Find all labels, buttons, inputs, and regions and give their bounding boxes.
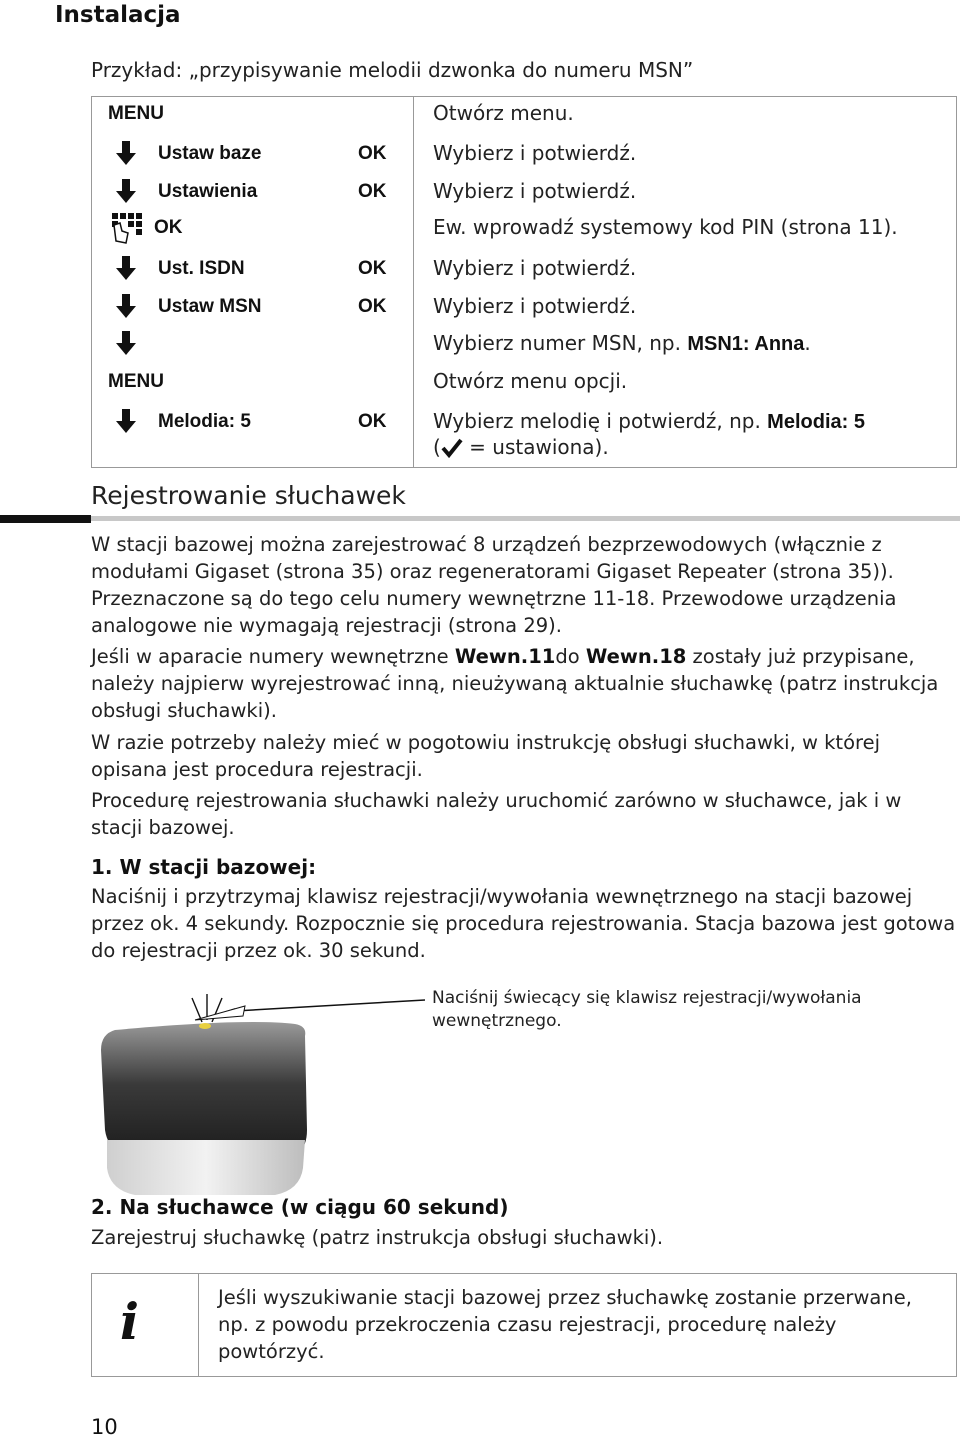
- menu-item-key: Ustaw MSN: [158, 296, 262, 317]
- figure-caption: Naciśnij świecący się klawisz rejestracji/wywołania wewnętrznego.: [432, 988, 862, 1031]
- table-row: [92, 137, 956, 173]
- step-description: Wybierz melodię i potwierdź, np. Melodia: 5: [433, 409, 865, 433]
- step-description: Wybierz i potwierdź.: [433, 141, 637, 165]
- step-description: Ew. wprowadź systemowy kod PIN (strona 11).: [433, 215, 898, 239]
- table-row: [92, 290, 956, 326]
- step-description: Wybierz i potwierdź.: [433, 256, 637, 280]
- table-row: [92, 175, 956, 211]
- ok-key: OK: [358, 411, 387, 432]
- scroll-down-icon: [116, 409, 136, 433]
- table-row: [92, 405, 956, 465]
- step-description: Otwórz menu.: [433, 101, 574, 125]
- menu-item-key: Ust. ISDN: [158, 258, 245, 279]
- ok-key: OK: [358, 296, 387, 317]
- table-row: [92, 327, 956, 363]
- section-title: Instalacja: [55, 2, 181, 28]
- table-row: [92, 97, 956, 133]
- menu-item-key: Melodia: 5: [158, 411, 251, 432]
- heading-rule-thick: [0, 515, 91, 523]
- base-station-illustration: [95, 990, 425, 1200]
- table-row: [92, 365, 956, 401]
- paragraph: Naciśnij i przytrzymaj klawisz rejestracji/wywołania wewnętrznego na stacji bazowej przez ok. 4 sekundy. Rozpocznie się procedura rejestrowania. Stacja bazowa jest gotowa do rejestracji przez ok. 30 sekund.: [91, 885, 956, 962]
- table-row: [92, 211, 956, 247]
- page-number: 10: [91, 1415, 118, 1439]
- ok-key: OK: [154, 217, 183, 238]
- step-description: Wybierz numer MSN, np. MSN1: Anna.: [433, 331, 811, 355]
- scroll-down-icon: [116, 256, 136, 280]
- checkmark-icon: [441, 438, 463, 458]
- paragraph: Jeśli w aparacie numery wewnętrzne Wewn.11do Wewn.18 zostały już przypisane, należy najpierw wyrejestrować inną, nieużywaną aktualnie słuchawkę (patrz instrukcja obsługi słuchawki).: [91, 645, 939, 722]
- ok-key: OK: [358, 143, 387, 164]
- menu-item-key: Ustaw baze: [158, 143, 262, 164]
- example-label: Przykład: „przypisywanie melodii dzwonka do numeru MSN”: [91, 58, 694, 82]
- step-heading: 2. Na słuchawce (w ciągu 60 sekund): [91, 1195, 509, 1219]
- table-row: [92, 252, 956, 288]
- scroll-down-icon: [116, 331, 136, 355]
- menu-key: MENU: [108, 103, 164, 124]
- scroll-down-icon: [116, 294, 136, 318]
- info-icon: i: [120, 1292, 139, 1351]
- heading-rule-thin: [91, 516, 960, 521]
- note-text: Jeśli wyszukiwanie stacji bazowej przez słuchawkę zostanie przerwane, np. z powodu przekroczenia czasu rejestracji, procedurę należy powtórzyć.: [218, 1286, 912, 1363]
- step-description-cont: ( = ustawiona).: [433, 435, 609, 459]
- paragraph: W stacji bazowej można zarejestrować 8 urządzeń bezprzewodowych (włącznie z modułami Gigaset (strona 35) oraz regeneratorami Gigaset Repeater (strona 35)). Przeznaczone są do tego celu numery wewnętrzne 11-18. Przewodowe urządzenia analogowe nie wymagają rejestracji (strona 29).: [91, 533, 897, 637]
- procedure-table: [91, 96, 957, 468]
- note-divider: [198, 1274, 199, 1376]
- ok-key: OK: [358, 181, 387, 202]
- step-description: Otwórz menu opcji.: [433, 369, 628, 393]
- ok-key: OK: [358, 258, 387, 279]
- paragraph: Zarejestruj słuchawkę (patrz instrukcja obsługi słuchawki).: [91, 1226, 664, 1249]
- keypad-icon: [108, 211, 144, 245]
- menu-key: MENU: [108, 371, 164, 392]
- scroll-down-icon: [116, 179, 136, 203]
- menu-item-key: Ustawienia: [158, 181, 258, 202]
- scroll-down-icon: [116, 141, 136, 165]
- step-heading: 1. W stacji bazowej:: [91, 855, 317, 879]
- step-description: Wybierz i potwierdź.: [433, 179, 637, 203]
- paragraph: W razie potrzeby należy mieć w pogotowiu instrukcję obsługi słuchawki, w której opisana jest procedura rejestracji.: [91, 731, 881, 781]
- paragraph: Procedurę rejestrowania słuchawki należy uruchomić zarówno w słuchawce, jak i w stacji bazowej.: [91, 789, 902, 839]
- step-description: Wybierz i potwierdź.: [433, 294, 637, 318]
- info-note: [91, 1273, 957, 1377]
- section-heading: Rejestrowanie słuchawek: [91, 481, 406, 510]
